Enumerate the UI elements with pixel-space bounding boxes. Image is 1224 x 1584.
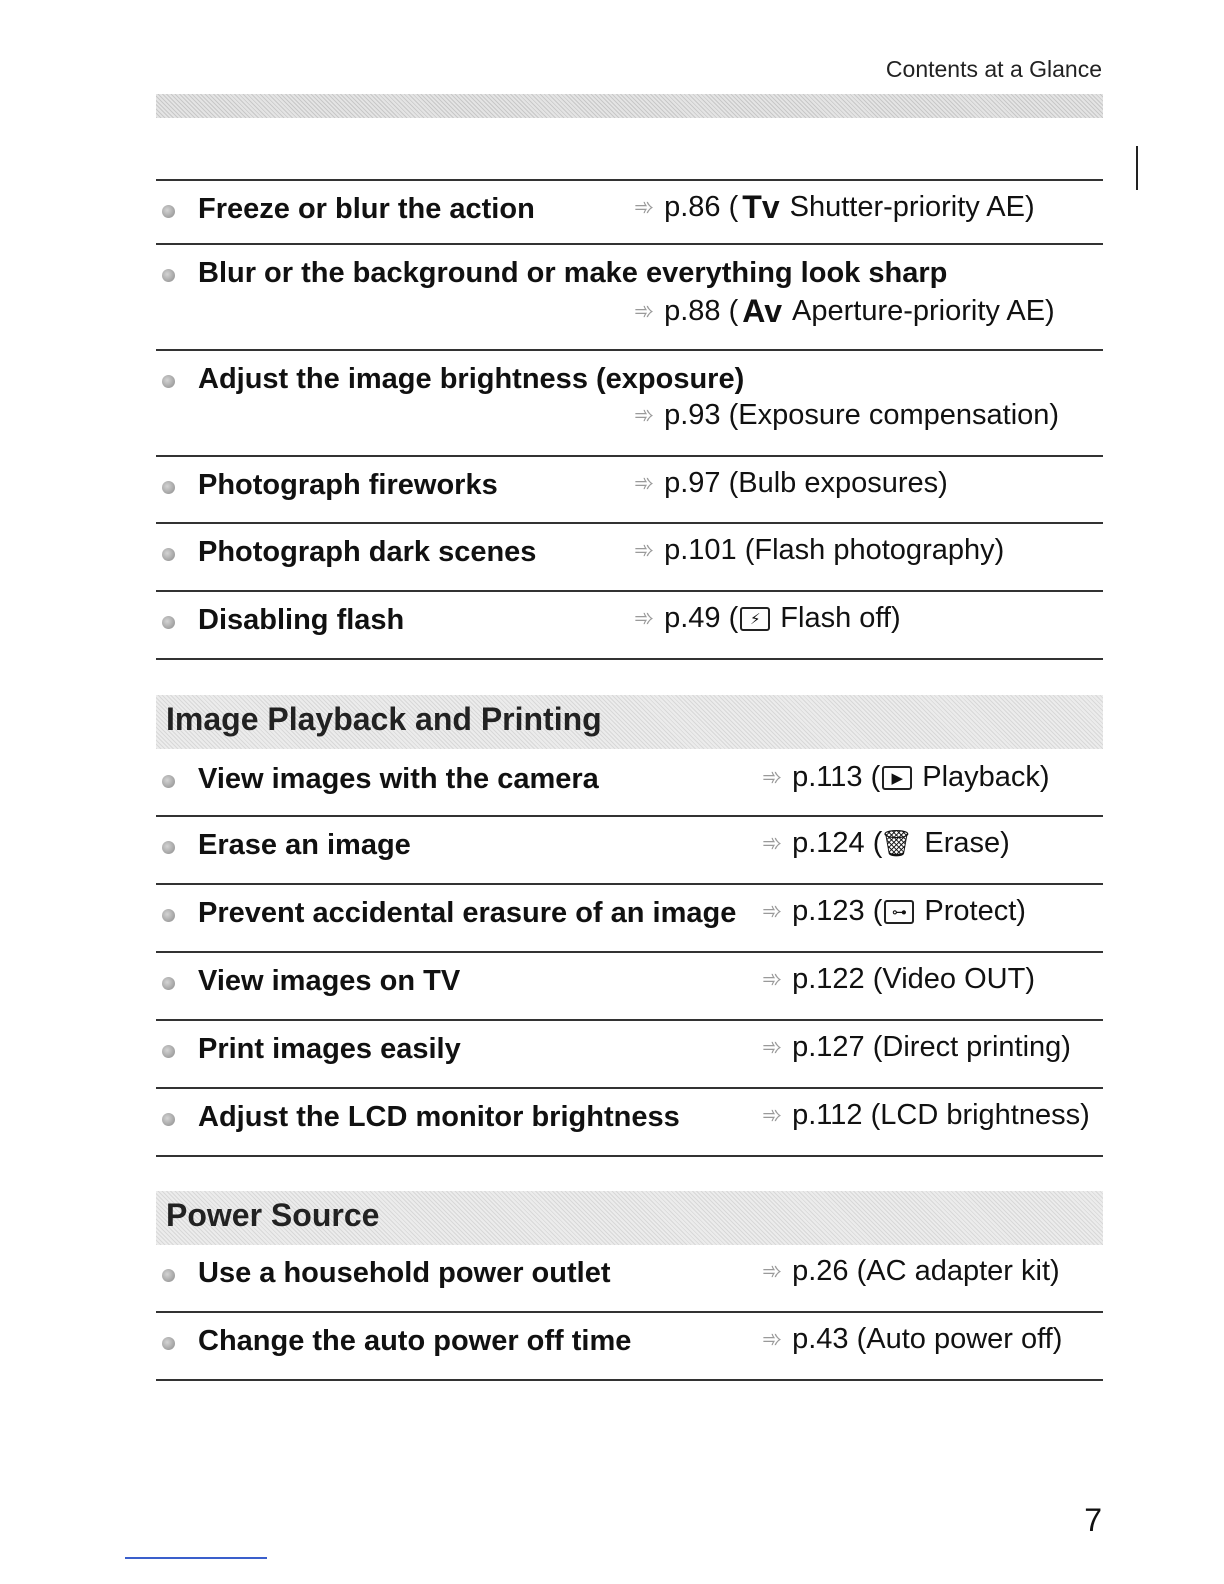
item-label: View images on TV (198, 965, 461, 997)
item-label: Use a household power outlet (198, 1257, 611, 1289)
bullet-icon (162, 269, 175, 282)
page-reference[interactable]: ➾ p.93 (Exposure compensation) (634, 399, 1060, 431)
arrow-icon: ➾ (634, 402, 655, 429)
flash-off-icon: ⚡ (740, 607, 770, 631)
bullet-icon (162, 1269, 175, 1282)
section-heading-band (156, 1191, 1103, 1245)
list-item (156, 953, 1103, 1021)
section-heading-band (156, 695, 1103, 749)
section-title: Power Source (166, 1197, 380, 1233)
page-reference[interactable]: ➾ p.88 ( Av Aperture-priority AE) (634, 293, 1055, 329)
page-reference[interactable]: ➾ p.124 ( 🗑 Erase) (762, 827, 1010, 859)
list-item (156, 592, 1103, 660)
playback-icon: ▶ (882, 766, 912, 790)
item-label: Adjust the LCD monitor brightness (198, 1101, 680, 1133)
page-reference[interactable]: ➾ p.86 ( Tv Shutter-priority AE) (634, 189, 1035, 225)
item-label: Disabling flash (198, 604, 405, 636)
av-mode-icon: Av (742, 293, 782, 329)
arrow-icon: ➾ (634, 537, 655, 564)
item-label: Prevent accidental erasure of an image (198, 897, 737, 929)
list-item (156, 245, 1103, 351)
list-item (156, 351, 1103, 457)
item-label: View images with the camera (198, 763, 599, 795)
bullet-icon (162, 481, 175, 494)
arrow-icon: ➾ (634, 298, 655, 325)
page-header-title: Contents at a Glance (885, 56, 1102, 82)
bullet-icon (162, 1337, 175, 1350)
tv-mode-icon: Tv (742, 189, 780, 225)
link-underline (125, 1557, 267, 1559)
page-reference[interactable]: ➾ p.26 (AC adapter kit) (762, 1255, 1060, 1287)
bullet-icon (162, 977, 175, 990)
item-label: Erase an image (198, 829, 411, 861)
bullet-icon (162, 909, 175, 922)
page-reference[interactable]: ➾ p.122 (Video OUT) (762, 963, 1035, 995)
protect-key-icon: ⊶ (884, 900, 914, 924)
arrow-icon: ➾ (762, 966, 783, 993)
arrow-icon: ➾ (762, 898, 783, 925)
arrow-icon: ➾ (634, 194, 655, 221)
bullet-icon (162, 616, 175, 629)
list-item (156, 1089, 1103, 1157)
margin-mark (1136, 146, 1138, 190)
list-item (156, 1021, 1103, 1089)
page-reference[interactable]: ➾ p.112 (LCD brightness) (762, 1099, 1090, 1131)
list-item (156, 1245, 1103, 1313)
arrow-icon: ➾ (762, 764, 783, 791)
list-item (156, 1313, 1103, 1381)
list-item (156, 749, 1103, 817)
item-label: Change the auto power off time (198, 1325, 632, 1357)
arrow-icon: ➾ (762, 1326, 783, 1353)
page-reference[interactable]: ➾ p.127 (Direct printing) (762, 1031, 1071, 1063)
arrow-icon: ➾ (634, 605, 655, 632)
trash-icon: 🗑 (879, 828, 913, 858)
section-title: Image Playback and Printing (166, 701, 602, 737)
bullet-icon (162, 375, 175, 388)
power-section (156, 1245, 1103, 1381)
arrow-icon: ➾ (762, 1102, 783, 1129)
bullet-icon (162, 548, 175, 561)
arrow-icon: ➾ (762, 830, 783, 857)
bullet-icon (162, 841, 175, 854)
bullet-icon (162, 1113, 175, 1126)
arrow-icon: ➾ (762, 1034, 783, 1061)
page-reference[interactable]: ➾ p.123 ( ⊶ Protect) (762, 895, 1026, 927)
arrow-icon: ➾ (634, 470, 655, 497)
bullet-icon (162, 1045, 175, 1058)
item-label: Freeze or blur the action (198, 193, 535, 225)
page-reference[interactable]: ➾ p.43 (Auto power off) (762, 1323, 1063, 1355)
page-reference[interactable]: ➾ p.49 ( ⚡ Flash off) (634, 602, 901, 634)
bullet-icon (162, 205, 175, 218)
arrow-icon: ➾ (762, 1258, 783, 1285)
list-item (156, 885, 1103, 953)
page-reference[interactable]: ➾ p.101 (Flash photography) (634, 534, 1005, 566)
list-item (156, 457, 1103, 524)
item-label: Photograph fireworks (198, 469, 498, 501)
list-item (156, 524, 1103, 592)
playback-section (156, 749, 1103, 1157)
item-label: Print images easily (198, 1033, 461, 1065)
header-bar (156, 94, 1103, 118)
list-item (156, 817, 1103, 885)
page-number: 7 (1084, 1502, 1102, 1538)
bullet-icon (162, 775, 175, 788)
item-label: Photograph dark scenes (198, 536, 537, 568)
item-label: Blur or the background or make everything look sharp (198, 257, 948, 289)
item-label: Adjust the image brightness (exposure) (198, 363, 745, 395)
page-reference[interactable]: ➾ p.97 (Bulb exposures) (634, 467, 948, 499)
page-reference[interactable]: ➾ p.113 ( ▶ Playback) (762, 761, 1050, 793)
list-item (156, 179, 1103, 245)
shooting-section (156, 179, 1103, 660)
